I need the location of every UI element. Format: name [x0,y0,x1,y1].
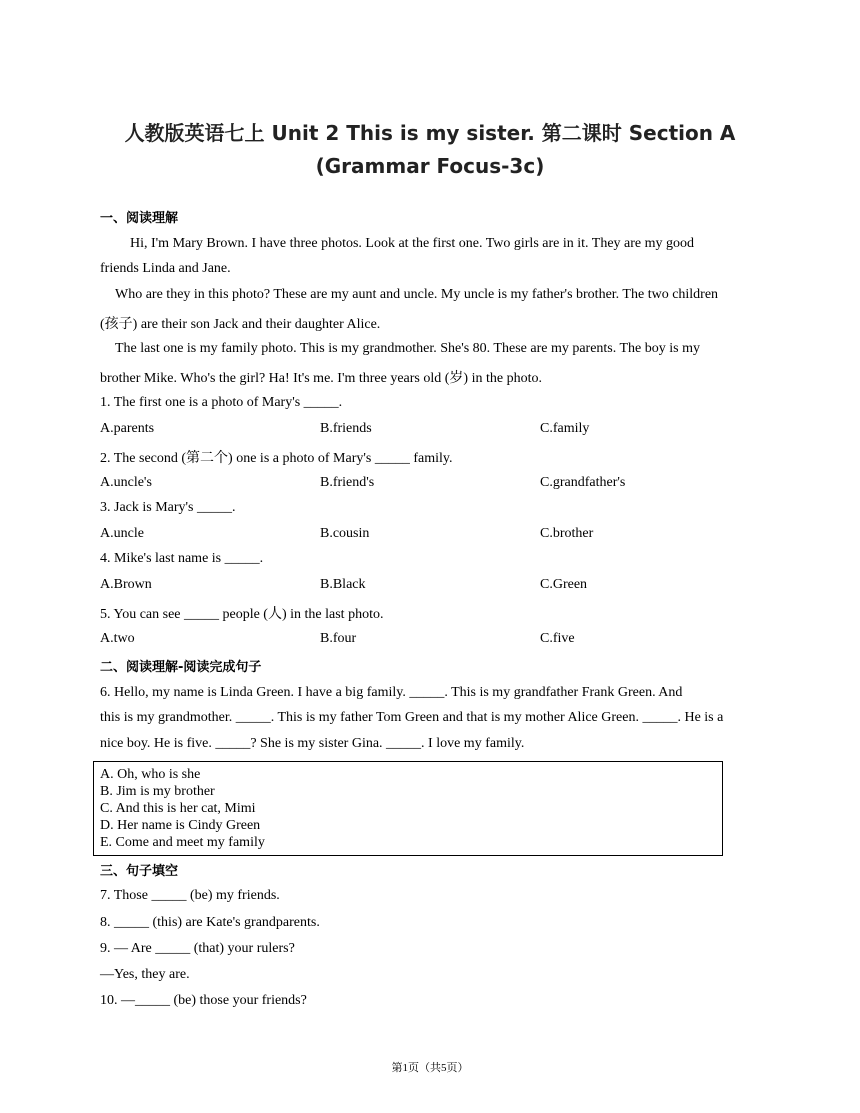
fill-answer: —Yes, they are. [100,967,190,982]
question-1: 1. The first one is a photo of Mary's _____. [100,395,343,410]
passage-line: brother Mike. Who's the girl? Ha! It's me. I'm three years old (岁) in the photo. [100,371,542,386]
question-4: 4. Mike's last name is _____. [100,551,264,566]
option-b: B.friends [320,421,372,436]
question-6-line: 6. Hello, my name is Linda Green. I have a big family. _____. This is my grandfather Frank Green. And [100,685,683,700]
fill-question: 7. Those _____ (be) my friends. [100,888,280,903]
section-heading-fill-blanks: 三、句子填空 [100,864,179,879]
passage-line: friends Linda and Jane. [100,261,231,276]
option-a: A.Brown [100,577,152,592]
question-2: 2. The second (第二个) one is a photo of Mary's _____ family. [100,451,453,466]
question-6-line: nice boy. He is five. _____? She is my sister Gina. _____. I love my family. [100,736,525,751]
box-option: B. Jim is my brother [100,784,215,799]
fill-question: 9. — Are _____ (that) your rulers? [100,941,295,956]
option-b: B.cousin [320,526,370,541]
section-heading-reading: 一、阅读理解 [100,211,179,226]
option-c: C.brother [540,526,594,541]
passage-line: Hi, I'm Mary Brown. I have three photos. Look at the first one. Two girls are in it. They are my good [130,236,695,251]
title-line-2: (Grammar Focus-3c) [315,154,545,178]
passage-line: Who are they in this photo? These are my aunt and uncle. My uncle is my father's brother. The two children [115,287,719,302]
option-b: B.Black [320,577,366,592]
option-a: A.uncle's [100,475,152,490]
option-c: C.Green [540,577,588,592]
option-a: A.uncle [100,526,144,541]
title-line-1: 人教版英语七上 Unit 2 This is my sister. 第二课时 Section A [124,121,736,145]
option-b: B.four [320,631,357,646]
option-c: C.grandfather's [540,475,626,490]
section-heading-complete-sentences: 二、阅读理解-阅读完成句子 [100,660,262,675]
box-option: C. And this is her cat, Mimi [100,801,256,816]
option-a: A.parents [100,421,155,436]
passage-line: (孩子) are their son Jack and their daughter Alice. [100,317,381,332]
box-option: E. Come and meet my family [100,835,265,850]
option-c: C.family [540,421,590,436]
option-a: A.two [100,631,135,646]
fill-question: 10. —_____ (be) those your friends? [100,993,307,1008]
option-b: B.friend's [320,475,375,490]
passage-line: The last one is my family photo. This is my grandmother. She's 80. These are my parents. The boy is my [115,341,700,356]
option-c: C.five [540,631,575,646]
box-option: D. Her name is Cindy Green [100,818,261,833]
page-footer: 第1页（共5页） [391,1062,469,1074]
box-option: A. Oh, who is she [100,767,201,782]
question-6-line: this is my grandmother. _____. This is my father Tom Green and that is my mother Alice Green. _____. He is a [100,710,724,725]
question-3: 3. Jack is Mary's _____. [100,500,236,515]
question-5: 5. You can see _____ people (人) in the last photo. [100,607,384,622]
fill-question: 8. _____ (this) are Kate's grandparents. [100,915,320,930]
